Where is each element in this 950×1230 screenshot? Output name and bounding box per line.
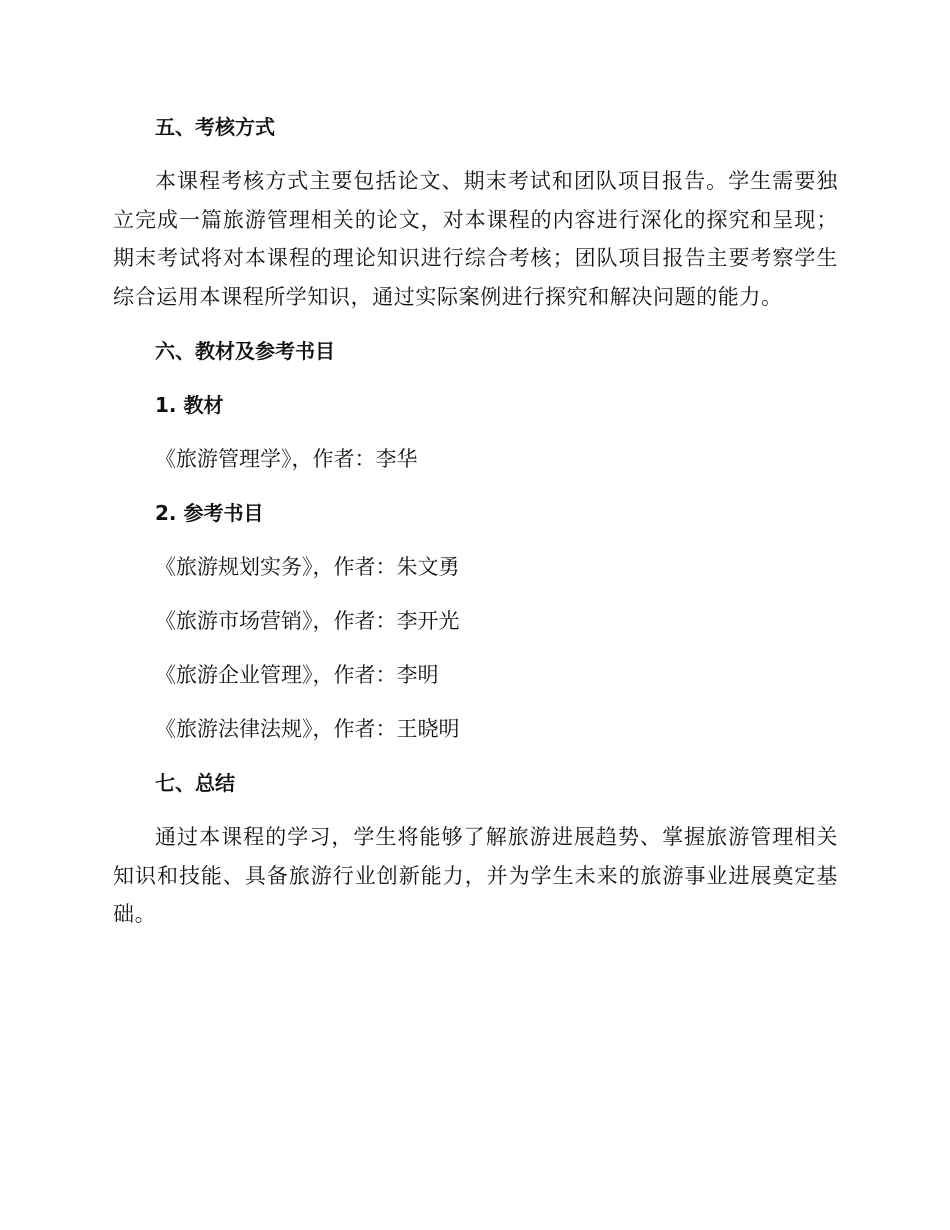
- book-author: 李华: [375, 447, 418, 471]
- textbook-entry: [113, 440, 838, 478]
- book-author: 李开光: [396, 609, 460, 633]
- author-label: 作者：: [333, 609, 397, 633]
- reference-heading: 2. 参考书目: [155, 501, 264, 525]
- assessment-paragraph: 本课程考核方式主要包括论文、期末考试和团队项目报告。学生需要独立完成一篇旅游管理相关的论文，对本课程的内容进行深化的探究和呈现；期末考试将对本课程的理论知识进行综合考核；团队项目报告主要考察学生综合运用本课程所学知识，通过实际案例进行探究和解决问题的能力。: [113, 169, 838, 309]
- summary-paragraph: 通过本课程的学习，学生将能够了解旅游进展趋势、掌握旅游管理相关知识和技能、具备旅游行业创新能力，并为学生未来的旅游事业进展奠定基础。: [113, 825, 838, 926]
- reference-entry: [113, 602, 838, 640]
- book-separator: ，: [312, 555, 334, 579]
- book-title: 《旅游企业管理》: [155, 663, 313, 687]
- book-separator: ，: [312, 663, 334, 687]
- reference-entry: [113, 548, 838, 586]
- document-content: [113, 108, 838, 950]
- book-author: 朱文勇: [396, 555, 460, 579]
- book-title: 《旅游规划实务》: [155, 555, 313, 579]
- author-label: 作者：: [312, 447, 376, 471]
- author-label: 作者：: [333, 555, 397, 579]
- book-title: 《旅游管理学》: [155, 447, 292, 471]
- reference-entry: [113, 656, 838, 694]
- book-separator: ，: [291, 447, 313, 471]
- book-separator: ，: [312, 609, 334, 633]
- section-heading-materials: 六、教材及参考书目: [155, 339, 335, 363]
- book-title: 《旅游市场营销》: [155, 609, 313, 633]
- book-title: 《旅游法律法规》: [155, 717, 313, 741]
- textbook-heading: 1. 教材: [155, 393, 224, 417]
- author-label: 作者：: [333, 717, 397, 741]
- section-heading-assessment: 五、考核方式: [155, 115, 275, 139]
- section-heading-summary: 七、总结: [155, 771, 235, 795]
- book-author: 李明: [396, 663, 439, 687]
- reference-entry: [113, 710, 838, 748]
- book-author: 王晓明: [396, 717, 460, 741]
- book-separator: ，: [312, 717, 334, 741]
- author-label: 作者：: [333, 663, 397, 687]
